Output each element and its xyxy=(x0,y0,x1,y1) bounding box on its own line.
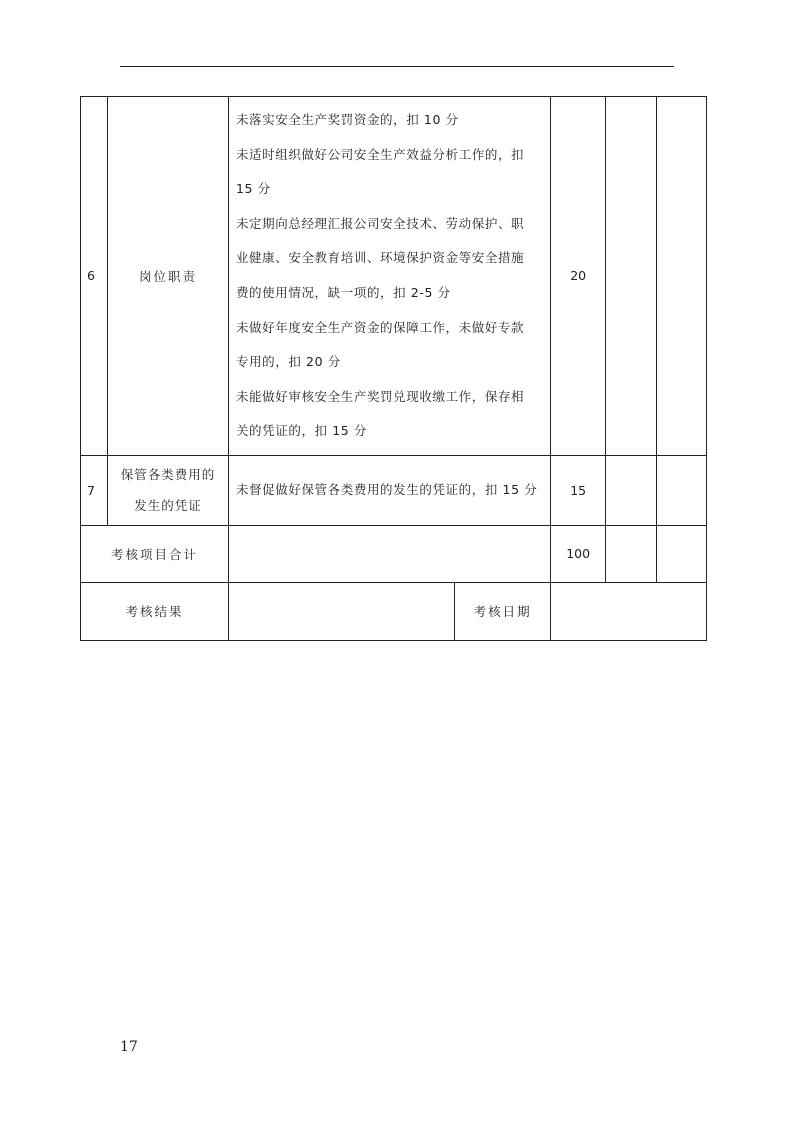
criteria-line: 业健康、安全教育培训、环境保护资金等安全措施 xyxy=(235,250,525,266)
item-name-text xyxy=(121,459,216,521)
empty-cell xyxy=(656,455,706,525)
row-index: 6 xyxy=(81,97,108,456)
empty-cell xyxy=(656,525,706,582)
item-name-line: 保管各类费用的 xyxy=(120,467,216,483)
criteria-line: 未督促做好保管各类费用的发生的凭证的，扣 15 分 xyxy=(235,482,538,498)
criteria-line: 未能做好审核安全生产奖罚兑现收缴工作，保存相 xyxy=(235,388,525,404)
table-row xyxy=(81,455,707,525)
result-row xyxy=(81,582,707,640)
row-index: 7 xyxy=(81,455,108,525)
empty-cell xyxy=(606,525,656,582)
result-value-cell xyxy=(228,582,454,640)
result-label-cell xyxy=(81,582,229,640)
item-name-line: 发生的凭证 xyxy=(134,498,202,514)
empty-cell xyxy=(228,525,550,582)
criteria-line: 未定期向总经理汇报公司安全技术、劳动保护、职 xyxy=(235,215,525,231)
table-row xyxy=(81,97,707,456)
criteria-line: 未适时组织做好公司安全生产效益分析工作的，扣 xyxy=(235,146,525,162)
page-number: 17 xyxy=(120,1039,138,1055)
item-name xyxy=(108,455,229,525)
criteria-line: 15 分 xyxy=(235,181,271,197)
date-value-cell xyxy=(550,582,706,640)
total-label: 考核项目合计 xyxy=(110,546,198,562)
criteria-cell xyxy=(228,97,550,456)
criteria-line: 关的凭证的，扣 15 分 xyxy=(235,423,367,439)
total-row xyxy=(81,525,707,582)
result-label: 考核结果 xyxy=(125,604,184,620)
criteria-line: 费的使用情况，缺一项的，扣 2-5 分 xyxy=(235,284,451,300)
total-score: 100 xyxy=(550,525,605,582)
empty-cell xyxy=(606,455,656,525)
date-label-cell xyxy=(455,582,551,640)
assessment-table xyxy=(80,96,707,641)
item-name-text: 岗位职责 xyxy=(139,268,198,284)
total-label-cell xyxy=(81,525,229,582)
criteria-line: 未做好年度安全生产资金的保障工作，未做好专款 xyxy=(235,319,525,335)
criteria-cell xyxy=(228,455,550,525)
empty-cell xyxy=(656,97,706,456)
date-label: 考核日期 xyxy=(473,604,532,620)
criteria-line: 专用的，扣 20 分 xyxy=(235,354,341,370)
header-rule xyxy=(120,66,674,67)
item-name xyxy=(108,97,229,456)
criteria-line: 未落实安全生产奖罚资金的，扣 10 分 xyxy=(235,112,459,127)
score-cell: 20 xyxy=(550,97,605,456)
empty-cell xyxy=(606,97,656,456)
score-cell: 15 xyxy=(550,455,605,525)
